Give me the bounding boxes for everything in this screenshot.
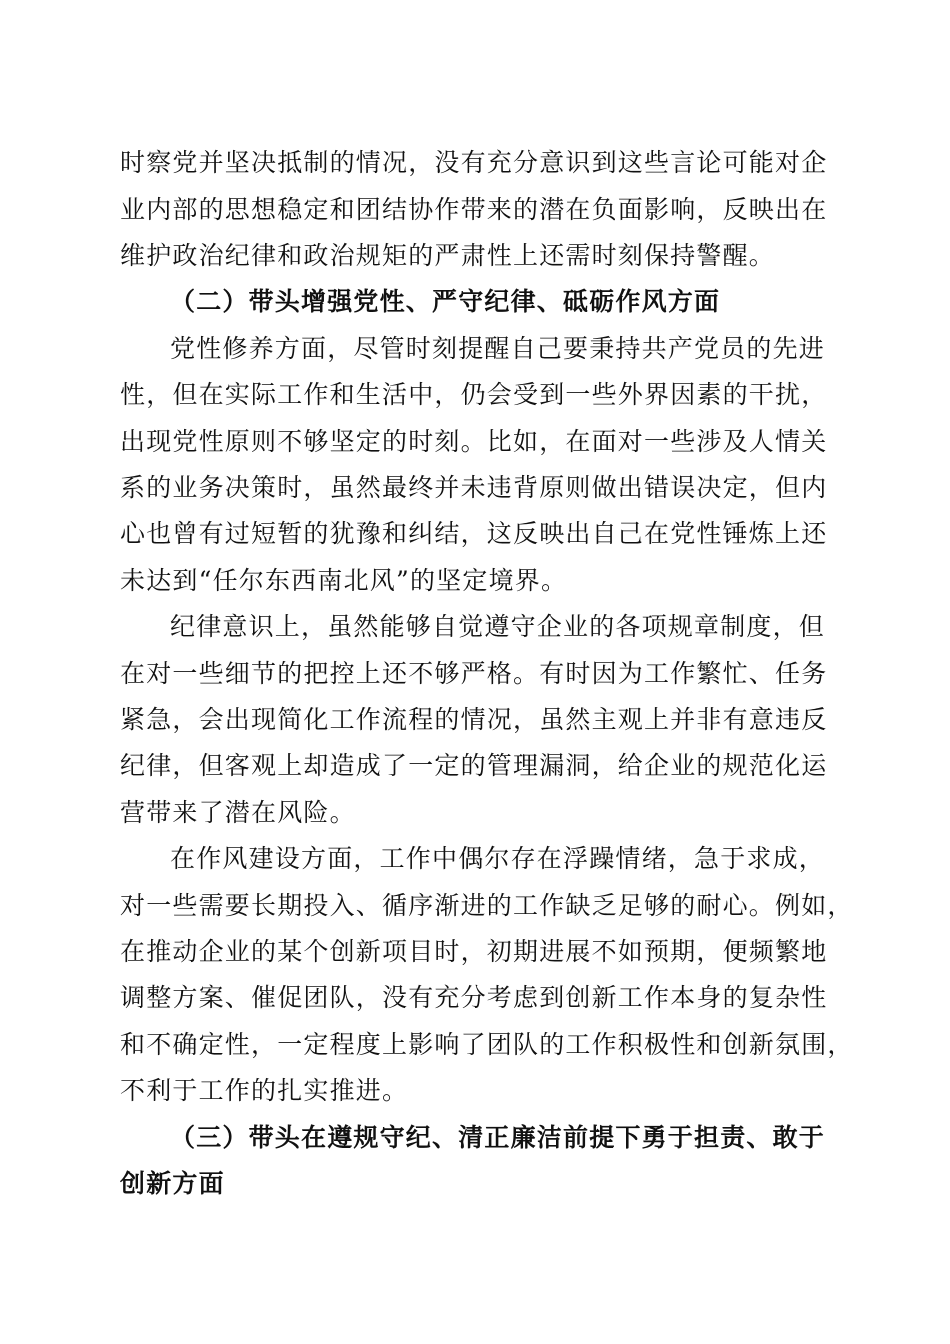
text-line: 系的业务决策时，虽然最终并未违背原则做出错误决定，但内 xyxy=(120,473,828,502)
heading-line: （三）带头在遵规守纪、清正廉洁前提下勇于担责、敢于 xyxy=(170,1123,826,1152)
text-line: 未达到“任尔东西南北风”的坚定境界。 xyxy=(120,566,568,595)
text-line: 业内部的思想稳定和团结协作带来的潜在负面影响，反映出在 xyxy=(120,195,828,224)
text-line: 在对一些细节的把控上还不够严格。有时因为工作繁忙、任务 xyxy=(120,659,828,688)
text-line: 营带来了潜在风险。 xyxy=(120,798,356,827)
section-heading-2: （二）带头增强党性、严守纪律、砥砺作风方面 xyxy=(170,287,721,316)
text-line: 出现党性原则不够坚定的时刻。比如，在面对一些涉及人情关 xyxy=(120,427,828,456)
text-line: 紧急，会出现简化工作流程的情况，虽然主观上并非有意违反 xyxy=(120,705,828,734)
text-line: 在作风建设方面，工作中偶尔存在浮躁情绪，急于求成， xyxy=(170,844,826,873)
text-line: 纪律，但客观上却造成了一定的管理漏洞，给企业的规范化运 xyxy=(120,751,828,780)
text-line: 在推动企业的某个创新项目时，初期进展不如预期，便频繁地 xyxy=(120,937,828,966)
text-line: 调整方案、催促团队，没有充分考虑到创新工作本身的复杂性 xyxy=(120,983,828,1012)
text-line: 不利于工作的扎实推进。 xyxy=(120,1076,409,1105)
text-line: 对一些需要长期投入、循序渐进的工作缺乏足够的耐心。例如， xyxy=(120,891,854,920)
text-line: 性，但在实际工作和生活中，仍会受到一些外界因素的干扰， xyxy=(120,380,828,409)
text-line: 心也曾有过短暂的犹豫和纠结，这反映出自己在党性锤炼上还 xyxy=(120,519,828,548)
text-line: 和不确定性，一定程度上影响了团队的工作积极性和创新氛围， xyxy=(120,1030,854,1059)
text-line: 党性修养方面，尽管时刻提醒自己要秉持共产党员的先进 xyxy=(170,334,826,363)
heading-line: 创新方面 xyxy=(120,1169,225,1198)
text-line: 时察党并坚决抵制的情况，没有充分意识到这些言论可能对企 xyxy=(120,148,828,177)
text-line: 维护政治纪律和政治规矩的严肃性上还需时刻保持警醒。 xyxy=(120,241,776,270)
text-line: 纪律意识上，虽然能够自觉遵守企业的各项规章制度，但 xyxy=(170,612,826,641)
